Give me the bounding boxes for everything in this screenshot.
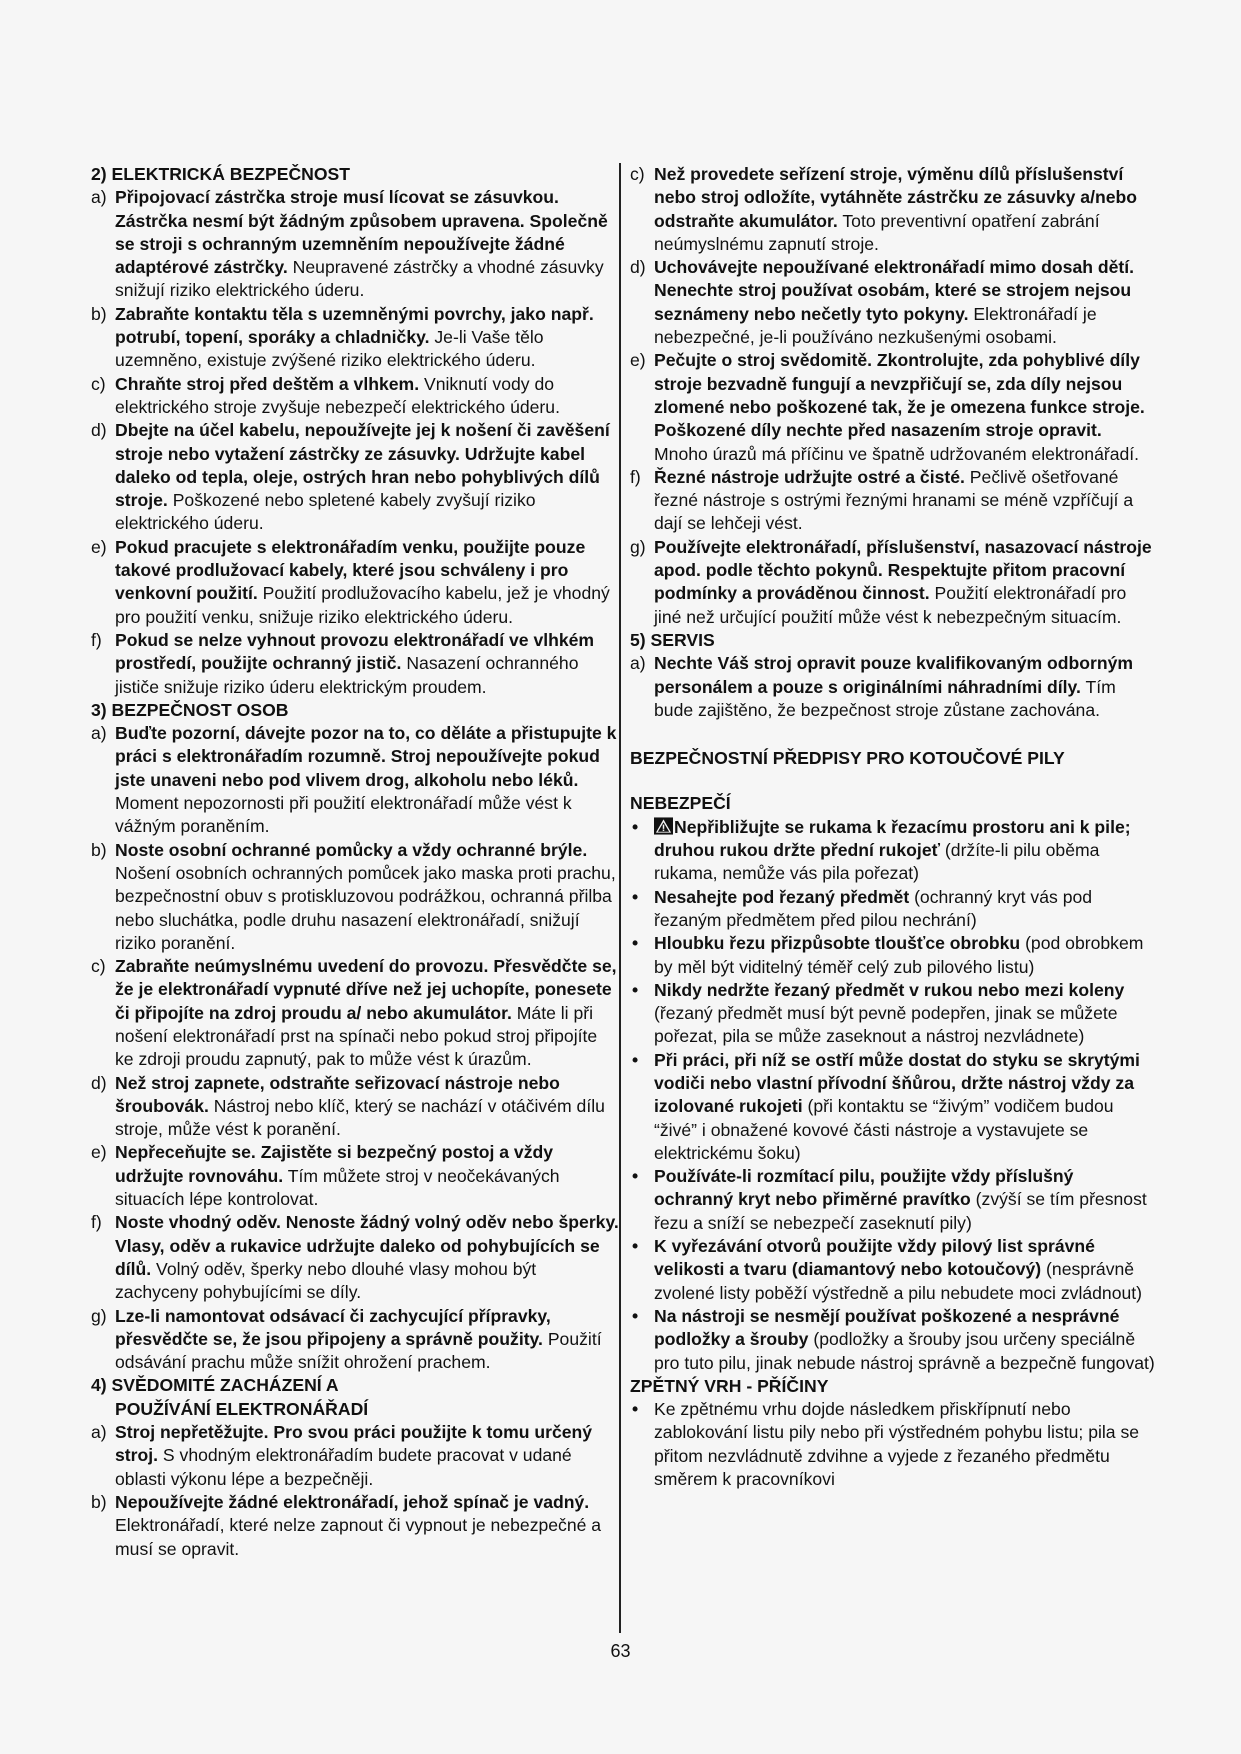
item-bold-text: Nechte Váš stroj opravit pouze kvalifikovaným odborným personálem a pouze s originálními náhradními díly.: [654, 653, 1134, 697]
item-bold-text: Noste vhodný oděv. Nenoste žádný volný oděv nebo šperky. Vlasy, oděv a rukavice udržujte daleko od pohybujících se dílů.: [115, 1212, 619, 1279]
item-label: f): [91, 629, 102, 650]
bullet-text: (řezaný předmět musí být pevně podepřen, jinak se můžete pořezat, pila se může zaseknout a nástroj nezvládnete): [654, 1003, 1118, 1047]
bullet-item: [630, 1049, 1155, 1165]
item-label: e): [630, 350, 646, 371]
item-bold-text: Pečujte o stroj svědomitě. Zkontrolujte, zda pohyblivé díly stroje bezvadně fungují a nevzpřičují se, zda díly nejsou zlomené nebo poškozené tak, že je omezena funkce stroje. Poškozené díly nechte před nasazením stroje opravit.: [654, 350, 1145, 441]
list-item: [91, 536, 619, 629]
list-item: [91, 1141, 619, 1211]
item-bold-text: Než stroj zapnete, odstraňte seřizovací nástroje nebo šroubovák.: [115, 1072, 560, 1116]
item-label: e): [91, 1142, 107, 1163]
item-text: S vhodným elektronářadím budete pracovat v udané oblasti výkonu lépe a bezpečněji.: [115, 1445, 572, 1489]
item-text: Pečlivě ošetřované řezné nástroje s ostrými řeznými hranami se méně vzpříčují a dají se lehčeji vést.: [654, 466, 1134, 534]
item-text: Máte li při nošení elektronářadí prst na spínači nebo pokud stroj připojíte ke zdroji proudu zapnutý, pak to může vést k úrazům.: [115, 1002, 598, 1070]
item-label: a): [91, 723, 107, 744]
item-bold-text: Zabraňte kontaktu těla s uzemněnými povrchy, jako např. potrubí, topení, sporáky a chladničky.: [115, 303, 594, 348]
bullet-bold-text: Nepřibližujte se rukama k řezacímu prostoru ani k pile; druhou rukou držte přední rukojeť: [654, 816, 1131, 861]
bullet-bold-text: Nikdy nedržte řezaný předmět v rukou nebo mezi koleny: [654, 979, 1125, 1000]
item-bold-text: Pokud se nelze vyhnout provozu elektronářadí ve vlhkém prostředí, použijte ochranný jistič.: [115, 629, 595, 674]
bullet-item: [630, 1398, 1155, 1491]
kickback-list: [630, 1398, 1155, 1491]
item-label: b): [91, 839, 107, 860]
list-item: [91, 419, 619, 535]
bullet-dot-icon: •: [632, 886, 639, 907]
bullet-text: (nesprávně zvolené listy poběží výstředně a pilu nebudete moci zvládnout): [654, 1259, 1143, 1303]
item-text: Použití prodlužovacího kabelu, jež je vhodný pro použití venku, snižuje riziko elektrického úderu.: [115, 583, 610, 627]
list-item: [630, 256, 1155, 349]
danger-list: [630, 816, 1155, 1375]
item-bold-text: Buďte pozorní, dávejte pozor na to, co děláte a přistupujte k práci s elektronářadím rozumně. Stroj nepoužívejte pokud jste unaveni nebo pod vlivem drog, alkoholu nebo léků.: [115, 723, 617, 790]
item-bold-text: Lze-li namontovat odsávací či zachycující přípravky, přesvědčte se, že jsou připojeny a správně použity.: [115, 1305, 551, 1349]
item-bold-text: Nepřeceňujte se. Zajistěte si bezpečný postoj a vždy udržujte rovnováhu.: [115, 1142, 554, 1186]
list-item: [91, 303, 619, 373]
bullet-item: [630, 932, 1155, 979]
section-5-list: [630, 652, 1155, 722]
list-item: [91, 722, 619, 838]
list-item: [91, 1072, 619, 1142]
list-item: [91, 1491, 619, 1561]
warning-triangle-icon: [654, 817, 673, 835]
bullet-dot-icon: •: [632, 1166, 639, 1187]
right-column: [630, 163, 1155, 1491]
section-4-list-continued: [630, 163, 1155, 629]
list-item: [91, 186, 619, 302]
item-label: d): [91, 1072, 107, 1093]
page-number: 63: [610, 1641, 631, 1661]
item-bold-text: Stroj nepřetěžujte. Pro svou práci použijte k tomu určený stroj.: [115, 1422, 593, 1466]
bullet-item: [630, 979, 1155, 1049]
bullet-item: [630, 816, 1155, 886]
list-item: [630, 163, 1155, 256]
bullet-bold-text: Při práci, při níž se ostří může dostat do styku se skrytými vodiči nebo vlastní přívodní šňůrou, držte nástroj vždy za izolované rukojeti: [654, 1049, 1140, 1117]
list-item: [630, 349, 1155, 465]
section-3-list: [91, 722, 619, 1374]
bullet-dot-icon: •: [632, 979, 639, 1000]
item-bold-text: Zabraňte neúmyslnému uvedení do provozu. Přesvědčte se, že je elektronářadí vypnuté dříve než jej uchopíte, ponesete či připojíte na zdroj proudu a/ nebo akumulátor.: [115, 956, 617, 1023]
item-label: g): [91, 1305, 107, 1326]
bullet-item: [630, 886, 1155, 933]
item-bold-text: Používejte elektronářadí, příslušenství, nasazovací nástroje apod. podle těchto pokynů. Respektujte přitom pracovní podmínky a prováděnou činnost.: [654, 536, 1152, 604]
bullet-item: [630, 1305, 1155, 1375]
list-item: [91, 1305, 619, 1375]
bullet-text: (podložky a šrouby jsou určeny speciálně pro tuto pilu, jinak nebude nástroj správně a bezpečně fungovat): [654, 1329, 1155, 1373]
list-item: [91, 629, 619, 699]
section-2-list: [91, 186, 619, 699]
list-item: [630, 652, 1155, 722]
bullet-dot-icon: •: [632, 1236, 639, 1257]
item-text: Použití odsávání prachu může snížit ohrožení prachem.: [115, 1328, 602, 1373]
item-label: a): [91, 1422, 107, 1443]
bullet-dot-icon: •: [632, 816, 639, 837]
item-text: Poškozené nebo spletené kabely zvyšují riziko elektrického úderu.: [115, 490, 536, 534]
item-bold-text: Pokud pracujete s elektronářadím venku, použijte pouze takové prodlužovací kabely, které jsou schváleny i pro venkovní použití.: [115, 536, 586, 604]
section-5-title: 5) SERVIS: [630, 629, 715, 650]
item-bold-text: Nepoužívejte žádné elektronářadí, jehož spínač je vadný.: [115, 1491, 590, 1512]
list-item: [91, 955, 619, 1071]
bullet-dot-icon: •: [632, 1305, 639, 1326]
bullet-bold-text: Na nástroji se nesmějí používat poškozené a nesprávné podložky a šrouby: [654, 1305, 1120, 1350]
item-bold-text: Než provedete seřízení stroje, výměnu dílů příslušenství nebo stroj odložíte, vytáhněte zástrčku ze zásuvky a/nebo odstraňte akumulátor.: [654, 164, 1137, 231]
bullet-item: [630, 1235, 1155, 1305]
item-label: e): [91, 536, 107, 557]
item-bold-text: Dbejte na účel kabelu, nepoužívejte jej k nošení či zavěšení stroje nebo vytažení zástrčky ze zásuvky. Udržujte kabel daleko od tepla, oleje, ostrých hran nebo pohyblivých dílů stroje.: [115, 420, 610, 511]
item-text: Volný oděv, šperky nebo dlouhé vlasy mohou být zachyceny pohybujícími se díly.: [115, 1258, 537, 1303]
section-2-title: 2) ELEKTRICKÁ BEZPEČNOST: [91, 164, 351, 184]
item-text: Tím můžete stroj v neočekávaných situacích lépe kontrolovat.: [115, 1165, 560, 1210]
item-text: Použití elektronářadí pro jiné než určující použití může vést k nebezpečným situacím.: [654, 583, 1127, 627]
item-text: Elektronářadí, které nelze zapnout či vypnout je nebezpečné a musí se opravit.: [115, 1515, 602, 1559]
danger-title: NEBEZPEČÍ: [630, 793, 731, 814]
item-label: d): [630, 257, 646, 278]
item-text: Neupravené zástrčky a vhodné zásuvky snižují riziko elektrického úderu.: [115, 257, 604, 301]
item-text: Nošení osobních ochranných pomůcek jako maska proti prachu, bezpečnostní obuv s protiskluzovou podrážkou, ochranná přilba nebo sluchátka, podle druhu nasazení elektronářadí, snižují riziko poranění.: [115, 862, 616, 953]
list-item: [630, 466, 1155, 536]
item-label: b): [91, 1491, 107, 1512]
left-column: [91, 163, 619, 1561]
bullet-text: (pod obrobkem by měl být viditelný téměř celý zub pilového listu): [654, 933, 1144, 977]
kickback-title: ZPĚTNÝ VRH - PŘÍČINY: [630, 1375, 829, 1396]
column-divider: [619, 163, 621, 1633]
item-bold-text: Připojovací zástrčka stroje musí lícovat se zásuvkou. Zástrčka nesmí být žádným způsobem upravena. Společně se stroji s ochranným uzemněním nepoužívejte žádné adaptérové zástrčky.: [115, 187, 608, 278]
item-label: a): [630, 653, 646, 674]
item-text: Tím bude zajištěno, že bezpečnost stroje zůstane zachována.: [654, 676, 1116, 720]
list-item: [91, 1421, 619, 1491]
item-text: Mnoho úrazů má příčinu ve špatně udržovaném elektronářadí.: [654, 443, 1140, 464]
bullet-bold-text: Hloubku řezu přizpůsobte tloušťce obrobku: [654, 933, 1021, 954]
item-label: a): [91, 187, 107, 208]
item-label: c): [91, 956, 106, 977]
bullet-text: (držíte-li pilu oběma rukama, nemůže vás pila pořezat): [654, 840, 1100, 884]
bullet-text: (zvýší se tím přesnost řezu a sníží se nebezpečí zaseknutí pily): [654, 1189, 1147, 1233]
list-item: [91, 373, 619, 420]
saw-safety-title: BEZPEČNOSTNÍ PŘEDPISY PRO KOTOUČOVÉ PILY: [630, 748, 1065, 769]
bullet-bold-text: Nesahejte pod řezaný předmět: [654, 886, 910, 907]
item-label: f): [91, 1212, 102, 1233]
bullet-text: (ochranný kryt vás pod řezaným předmětem před pilou nechrání): [654, 886, 1093, 930]
list-item: [630, 536, 1155, 629]
bullet-bold-text: Používáte-li rozmítací pilu, použijte vždy příslušný ochranný kryt nebo přiměrné pravítko: [654, 1166, 1074, 1210]
list-item: [91, 839, 619, 955]
bullet-dot-icon: •: [632, 1049, 639, 1070]
bullet-text: (při kontaktu se “živým” vodičem budou “živé” i obnažené kovové části nástroje a vystavujete se elektrickému šoku): [654, 1096, 1114, 1163]
list-item: [91, 1211, 619, 1304]
section-4-list: [91, 1421, 619, 1561]
section-4-title-line1: 4) SVĚDOMITÉ ZACHÁZENÍ A: [91, 1375, 339, 1396]
item-text: Nástroj nebo klíč, který se nachází v otáčivém dílu stroje, může vést k poranění.: [115, 1095, 605, 1140]
item-text: Nasazení ochranného jističe snižuje riziko úderu elektrickým proudem.: [115, 653, 579, 697]
item-label: b): [91, 303, 107, 324]
bullet-item: [630, 1165, 1155, 1235]
bullet-dot-icon: •: [632, 1399, 639, 1420]
bullet-text: Ke zpětnému vrhu dojde následkem přiskřípnutí nebo zablokování listu pily nebo při výstředném pohybu listu; pila se přitom nezvládnutě zdvihne a vyjede z řezaného předmětu směrem k pracovníkovi: [654, 1399, 1140, 1490]
item-bold-text: Uchovávejte nepoužívané elektronářadí mimo dosah dětí. Nenechte stroj používat osobám, které se strojem nejsou seznámeny nebo nečetly tyto pokyny.: [654, 257, 1135, 324]
bullet-dot-icon: •: [632, 933, 639, 954]
item-text: Elektronářadí je nebezpečné, je-li používáno nezkušenými osobami.: [654, 303, 1097, 348]
item-bold-text: Noste osobní ochranné pomůcky a vždy ochranné brýle.: [115, 839, 588, 860]
item-bold-text: Řezné nástroje udržujte ostré a čisté.: [654, 466, 965, 487]
item-label: f): [630, 466, 641, 487]
item-bold-text: Chraňte stroj před deštěm a vlhkem.: [115, 373, 420, 394]
section-4-title-line2: POUŽÍVÁNÍ ELEKTRONÁŘADÍ: [115, 1398, 369, 1419]
item-text: Moment nepozornosti při použití elektronářadí může vést k vážným poraněním.: [115, 793, 572, 837]
section-3-title: 3) BEZPEČNOST OSOB: [91, 699, 289, 720]
item-label: c): [91, 373, 106, 394]
item-text: Vniknutí vody do elektrického stroje zvyšuje nebezpečí elektrického úderu.: [115, 373, 560, 417]
item-text: Toto preventivní opatření zabrání neúmyslnému zapnutí stroje.: [654, 210, 1100, 254]
item-label: c): [630, 164, 645, 184]
item-text: Je-li Vaše tělo uzemněno, existuje zvýšené riziko elektrického úderu.: [115, 327, 544, 371]
bullet-bold-text: K vyřezávání otvorů použijte vždy pilový list správné velikosti a tvaru (diamantový nebo kotoučový): [654, 1236, 1095, 1280]
item-label: d): [91, 420, 107, 441]
item-label: g): [630, 536, 646, 557]
